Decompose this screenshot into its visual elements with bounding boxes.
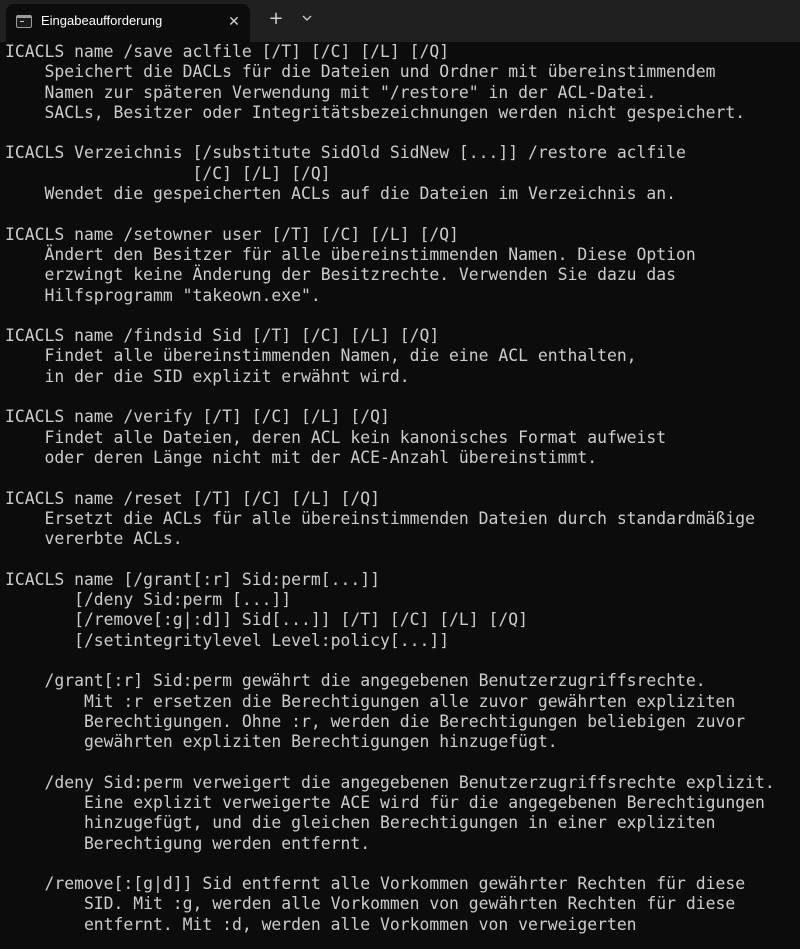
terminal-line: ICACLS name /save aclfile [/T] [/C] [/L] [/Q] (5, 42, 450, 61)
terminal-line: Mit :r ersetzen die Berechtigungen alle zuvor gewährten expliziten (5, 691, 736, 711)
terminal-line (5, 387, 800, 407)
terminal-line: Hilfsprogramm "takeown.exe". (5, 285, 321, 305)
terminal-line: Berechtigungen. Ohne :r, werden die Berechtigungen beliebigen zuvor (5, 711, 746, 731)
terminal-line: [/remove[:g|:d]] Sid[...]] [/T] [/C] [/L] [/Q] (5, 610, 529, 630)
terminal-line: [/C] [/L] [/Q] (5, 163, 331, 183)
command-prompt-icon (16, 15, 32, 28)
terminal-line: SACLs, Besitzer oder Integritätsbezeichnungen werden nicht gespeichert. (5, 102, 746, 122)
title-bar (0, 0, 800, 42)
terminal-line (5, 549, 800, 569)
terminal-line: vererbte ACLs. (5, 529, 183, 549)
terminal-line (5, 854, 800, 874)
terminal-line: ICACLS name /setowner user [/T] [/C] [/L] [/Q] (5, 224, 459, 244)
terminal-line: in der die SID explizit erwähnt wird. (5, 366, 410, 386)
terminal-line (5, 204, 800, 224)
terminal-line: [/deny Sid:perm [...]] (5, 590, 292, 610)
terminal-line: Namen zur späteren Verwendung mit "/restore" in der ACL-Datei. (5, 82, 657, 102)
terminal-line: SID. Mit :g, werden alle Vorkommen von gewährten Rechten für diese (5, 894, 736, 914)
terminal-line: Findet alle Dateien, deren ACL kein kanonisches Format aufweist (5, 427, 667, 447)
terminal-line: /remove[:[g|d]] Sid entfernt alle Vorkommen gewährter Rechten für diese (5, 874, 746, 894)
terminal-line (5, 651, 800, 671)
terminal-line: gewährten expliziten Berechtigungen hinzugefügt. (5, 732, 558, 752)
terminal-line: Findet alle übereinstimmenden Namen, die eine ACL enthalten, (5, 346, 637, 366)
chevron-down-icon[interactable] (296, 8, 318, 32)
terminal-line: ICACLS Verzeichnis [/substitute SidOld SidNew [...]] /restore aclfile (5, 143, 686, 163)
terminal-line: Berechtigung werden entfernt. (5, 833, 371, 853)
terminal-line (5, 468, 800, 488)
terminal-line: /deny Sid:perm verweigert die angegebenen Benutzerzugriffsrechte explizit. (5, 772, 775, 792)
terminal-line: ICACLS name /findsid Sid [/T] [/C] [/L] [/Q] (5, 326, 440, 346)
terminal-line: entfernt. Mit :d, werden alle Vorkommen von verweigerten (5, 914, 637, 934)
terminal-line: Speichert die DACLs für die Dateien und Ordner mit übereinstimmendem (5, 62, 716, 82)
terminal-line: oder deren Länge nicht mit der ACE-Anzahl übereinstimmt. (5, 447, 598, 467)
terminal-line: ICACLS name /verify [/T] [/C] [/L] [/Q] (5, 407, 390, 427)
terminal-line: ICACLS name [/grant[:r] Sid:perm[...]] (5, 569, 380, 589)
terminal-line: Eine explizit verweigerte ACE wird für die angegebenen Berechtigungen (5, 792, 765, 812)
plus-icon[interactable]: + (268, 8, 284, 29)
tab-title: Eingabeaufforderung (41, 13, 163, 28)
terminal-line (5, 752, 800, 772)
terminal-line: [/setintegritylevel Level:policy[...]] (5, 630, 450, 650)
terminal-line: Ersetzt die ACLs für alle übereinstimmenden Dateien durch standardmäßige (5, 508, 755, 528)
terminal-line (5, 306, 800, 326)
terminal-line (5, 123, 800, 143)
terminal-output[interactable] (5, 42, 800, 949)
terminal-line: hinzugefügt, und die gleichen Berechtigungen in einer expliziten (5, 813, 716, 833)
terminal-line: ICACLS name /reset [/T] [/C] [/L] [/Q] (5, 488, 380, 508)
terminal-line: Wendet die gespeicherten ACLs auf die Dateien im Verzeichnis an. (5, 184, 677, 204)
terminal-line: Ändert den Besitzer für alle übereinstimmenden Namen. Diese Option (5, 244, 696, 264)
terminal-line: /grant[:r] Sid:perm gewährt die angegebenen Benutzerzugriffsrechte. (5, 671, 706, 691)
close-icon[interactable]: ✕ (228, 14, 240, 30)
terminal-line: erzwingt keine Änderung der Besitzrechte. Verwenden Sie dazu das (5, 265, 677, 285)
tab-command-prompt[interactable] (6, 4, 250, 42)
